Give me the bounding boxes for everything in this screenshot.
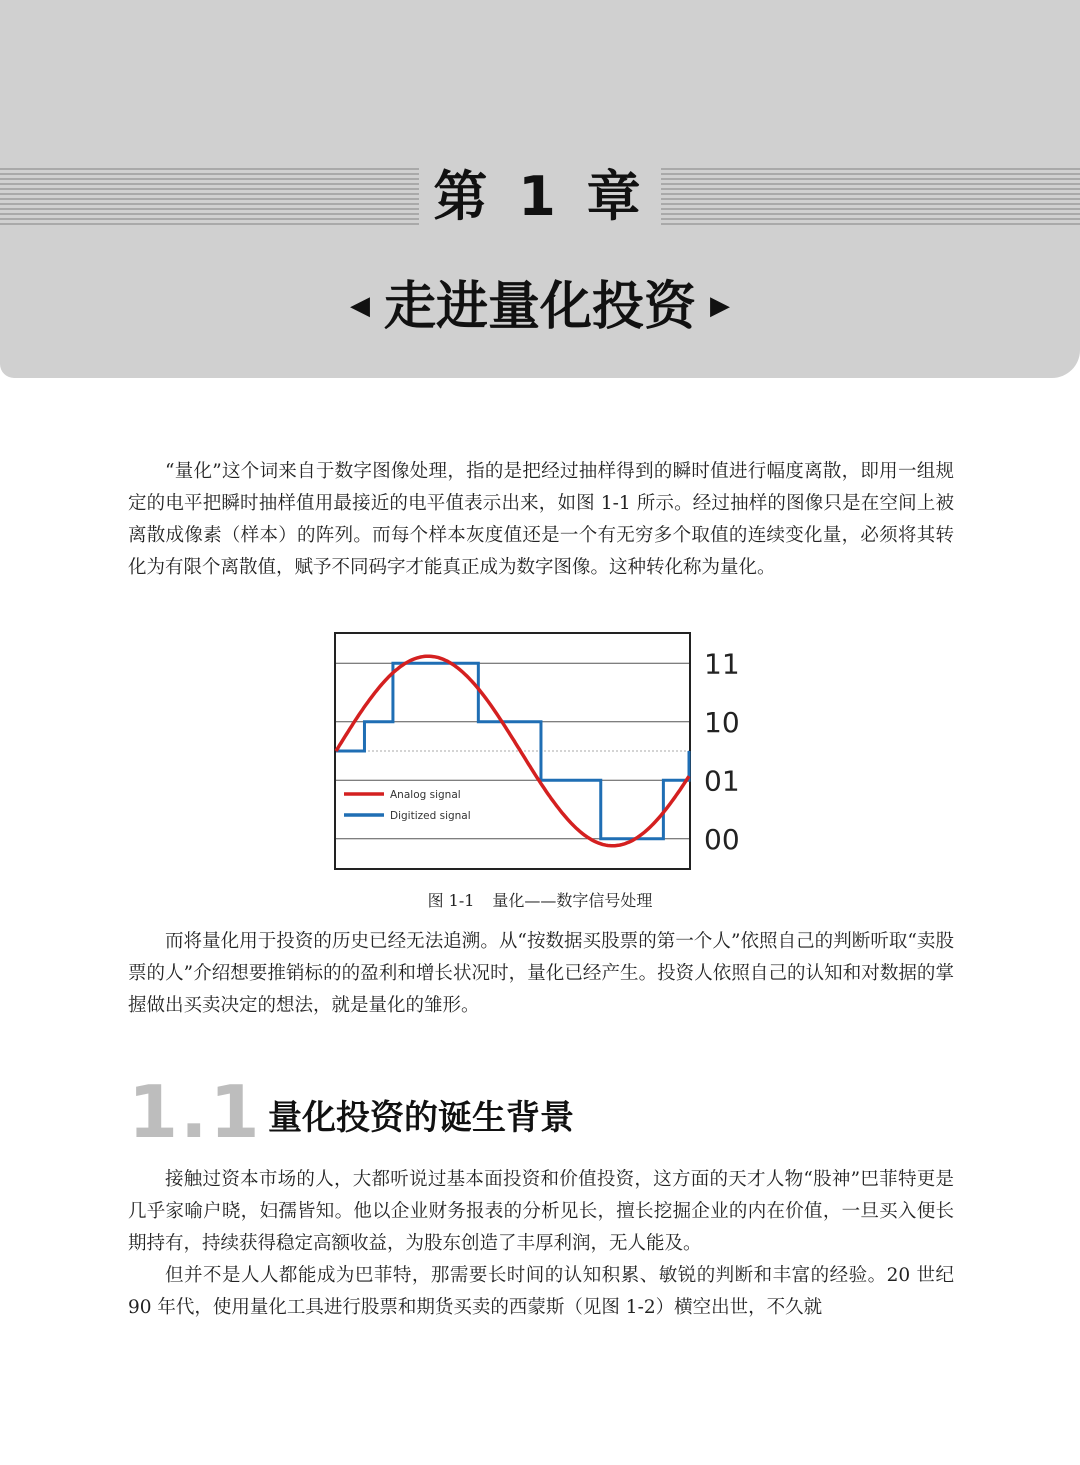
paragraph-simons: 但并不是人人都能成为巴菲特，那需要长时间的认知积累、敏锐的判断和丰富的经验。20 世纪 90 年代，使用量化工具进行股票和期货买卖的西蒙斯（见图 1-2）横空出世，不久就 [128,1265,954,1318]
legend-label: Digitized signal [390,810,471,822]
caption-text: 量化——数字信号处理 [492,891,653,910]
section-title: 量化投资的诞生背景 [268,1098,574,1138]
level-label: 11 [704,647,740,681]
chapter-title [0,272,1080,345]
arrow-right-icon: ▶ [710,291,730,321]
legend-label: Analog signal [390,789,461,801]
figure-caption [0,888,1080,911]
level-label: 10 [704,705,740,739]
paragraph-history: 而将量化用于投资的历史已经无法追溯。从“按数据买股票的第一个人”依照自己的判断听取“卖股票的人”介绍想要推销标的的盈利和增长状况时，量化已经产生。投资人依照自己的认知和对数据的掌握做出买卖决定的想法，就是量化的雏形。 [128,931,954,1016]
caption-number: 图 1-1 [427,891,475,910]
chapter-number: 第 1 章 [0,165,1080,229]
level-label: 01 [704,764,740,798]
paragraph-intro: “量化”这个词来自于数字图像处理，指的是把经过抽样得到的瞬时值进行幅度离散，即用一组规定的电平把瞬时抽样值用最接近的电平值表示出来，如图 1-1 所示。经过抽样的图像只是在空间上被离散成像素（样本）的阵列。而每个样本灰度值还是一个有无穷多个取值的连续变化量，必须将其转化为有限个离散值，赋予不同码字才能真正成为数字图像。这种转化称为量化。 [128,461,954,578]
chapter-title-text: 走进量化投资 [383,277,696,337]
paragraph-buffett: 接触过资本市场的人，大都听说过基本面投资和价值投资，这方面的天才人物“股神”巴菲特更是几乎家喻户晓，妇孺皆知。他以企业财务报表的分析见长，擅长挖掘企业的内在价值，一旦买入便长期持有，持续获得稳定高额收益，为股东创造了丰厚利润，无人能及。 [128,1169,954,1254]
arrow-left-icon: ◀ [349,291,370,321]
figure-quantization-chart [334,632,754,878]
level-label: 00 [704,822,740,856]
section-number: 1.1 [128,1070,262,1154]
